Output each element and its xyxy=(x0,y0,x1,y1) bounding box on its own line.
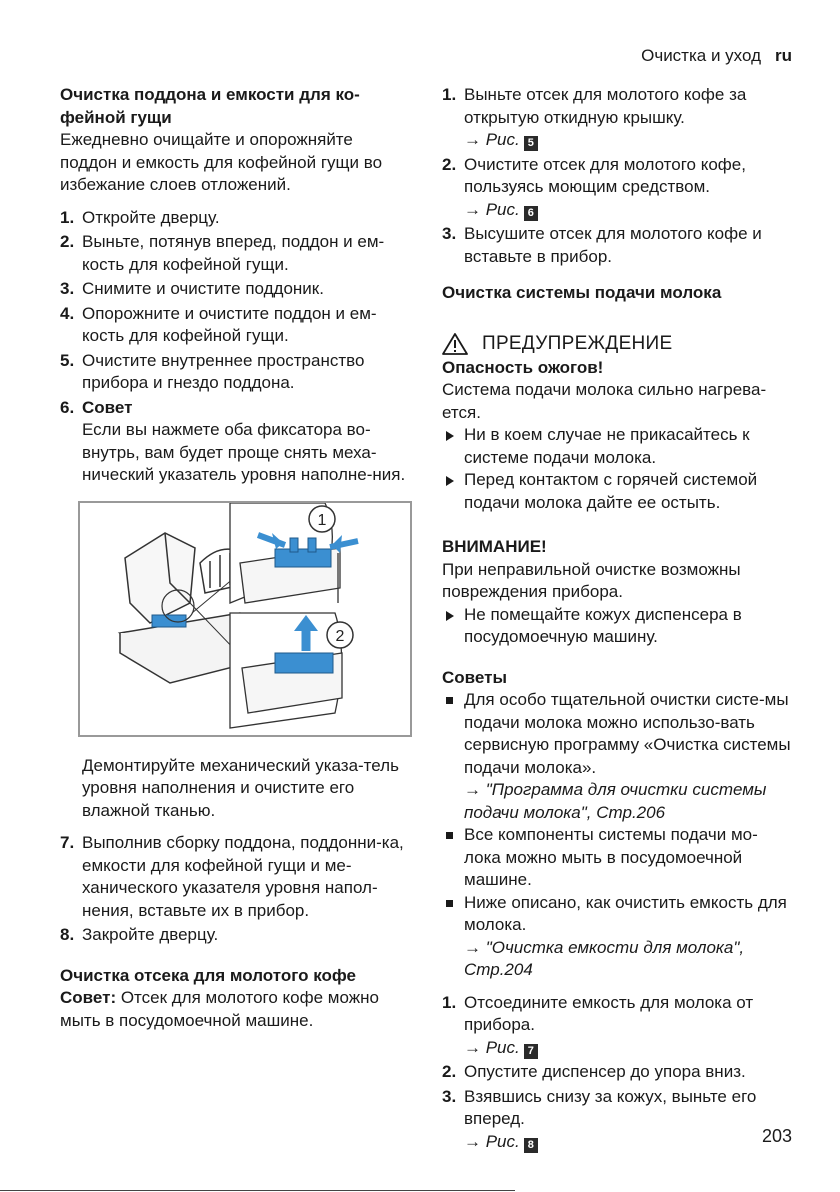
list-item: 7. Выполнив сборку поддона, поддонни-ка, емкости для кофейной гущи и ме-ханического указателя уровня напол-нения, вставьте их в прибор. xyxy=(60,833,404,920)
section-title-milk: Очистка системы подачи молока xyxy=(442,283,722,302)
left-column xyxy=(60,84,410,1032)
steps-list-grounds xyxy=(442,84,792,268)
danger-title: Опасность ожогов! xyxy=(442,357,604,377)
list-item: Перед контактом с горячей системой подачи молока дайте ее остыть. xyxy=(442,469,792,514)
list-item: 1. Отсоедините емкость для молока от прибора. → Рис. 7 xyxy=(442,992,792,1060)
list-item: 1. Выньте отсек для молотого кофе за открытую откидную крышку. → Рис. 5 xyxy=(442,84,792,152)
section-title-tray: Очистка поддона и емкости для ко-фейной гущи xyxy=(60,85,360,127)
list-item: 4. Опорожните и очистите поддон и ем-кость для кофейной гущи. xyxy=(60,303,377,345)
list-item: Для особо тщательной очистки систе-мы подачи молока можно использо-вать сервисную программу «Очистка системы подачи молока». → "Программа для очистки системы подачи молока", Стр.206 xyxy=(442,689,792,824)
warning-title: ПРЕДУПРЕЖДЕНИЕ xyxy=(482,332,673,354)
section-title: Очистка и уход xyxy=(641,46,761,65)
steps-list-tray-2 xyxy=(60,832,410,947)
list-item: Не помещайте кожух диспенсера в посудомоечную машину. xyxy=(442,604,792,649)
list-item: 1. Откройте дверцу. xyxy=(60,207,220,227)
level-indicator-figure xyxy=(78,501,412,737)
illustration xyxy=(80,503,410,735)
figure-reference: → Рис. 5 xyxy=(464,129,792,152)
figure-reference: → Рис. 6 xyxy=(464,199,792,222)
figure-reference: → Рис. 8 xyxy=(464,1131,792,1154)
page-reference: → "Очистка емкости для молока", Стр.204 xyxy=(464,937,745,979)
callout-2: 2 xyxy=(335,627,345,645)
list-item: 3. Высушите отсек для молотого кофе и вставьте в прибор. xyxy=(442,224,762,266)
danger-text: Система подачи молока сильно нагрева-ется. xyxy=(442,380,767,422)
steps-list-milk xyxy=(442,992,792,1154)
list-item: 3. Взявшись снизу за кожух, выньте его вперед. → Рис. 8 xyxy=(442,1086,792,1154)
list-item: 2. Очистите отсек для молотого кофе, пользуясь моющим средством. → Рис. 6 xyxy=(442,154,792,222)
list-item: 8. Закройте дверцу. xyxy=(60,925,219,944)
attention-text: При неправильной очистке возможны повреждения прибора. xyxy=(442,559,741,601)
warning-heading xyxy=(442,333,792,355)
tip-text: Если вы нажмете оба фиксатора во-внутрь, вам будет проще снять меха-нический указатель уровня наполне-ния. xyxy=(82,420,406,484)
language-code: ru xyxy=(775,46,792,65)
steps-list-tray xyxy=(60,207,410,487)
page-header xyxy=(641,46,792,66)
grounds-tip: Совет: Отсек для молотого кофе можно мыть в посудомоечной машине. xyxy=(60,988,379,1030)
tips-title: Советы xyxy=(442,667,507,687)
list-item: Ниже описано, как очистить емкость для молока. → "Очистка емкости для молока", Стр.204 xyxy=(442,892,792,982)
attention-list xyxy=(442,604,792,649)
section-title-grounds: Очистка отсека для молотого кофе xyxy=(60,965,356,985)
danger-list xyxy=(442,424,792,514)
list-item: 3. Снимите и очистите поддоник. xyxy=(60,279,324,298)
warning-triangle-icon xyxy=(442,333,468,355)
footer-divider xyxy=(0,1190,515,1191)
page-reference: → "Программа для очистки системы подачи молока", Стр.206 xyxy=(464,780,767,822)
list-item-tip: 6. Совет Если вы нажмете оба фиксатора во-внутрь, вам будет проще снять меха-нический указатель уровня наполне-ния. xyxy=(60,397,410,487)
list-item: 2. Опустите диспенсер до упора вниз. xyxy=(442,1062,746,1081)
intro-paragraph: Ежедневно очищайте и опорожняйте поддон и емкость для кофейной гущи во избежание слоев отложений. xyxy=(60,130,383,194)
after-figure-text: Демонтируйте механический указа-тель уровня наполнения и очистите его влажной тканью. xyxy=(82,755,399,820)
figure-reference: → Рис. 7 xyxy=(464,1037,792,1060)
list-item: 5. Очистите внутреннее пространство прибора и гнездо поддона. xyxy=(60,350,365,392)
page-number: 203 xyxy=(761,1126,792,1146)
list-item: 2. Выньте, потянув вперед, поддон и ем-кость для кофейной гущи. xyxy=(60,232,385,274)
callout-1: 1 xyxy=(317,511,327,529)
right-column xyxy=(442,84,792,1161)
attention-title: ВНИМАНИЕ! xyxy=(442,537,547,556)
tip-heading: Совет xyxy=(82,397,133,417)
list-item: Все компоненты системы подачи мо-лока можно мыть в посудомоечной машине. xyxy=(442,824,792,892)
list-item: Ни в коем случае не прикасайтесь к системе подачи молока. xyxy=(442,424,792,469)
tips-list xyxy=(442,689,792,982)
